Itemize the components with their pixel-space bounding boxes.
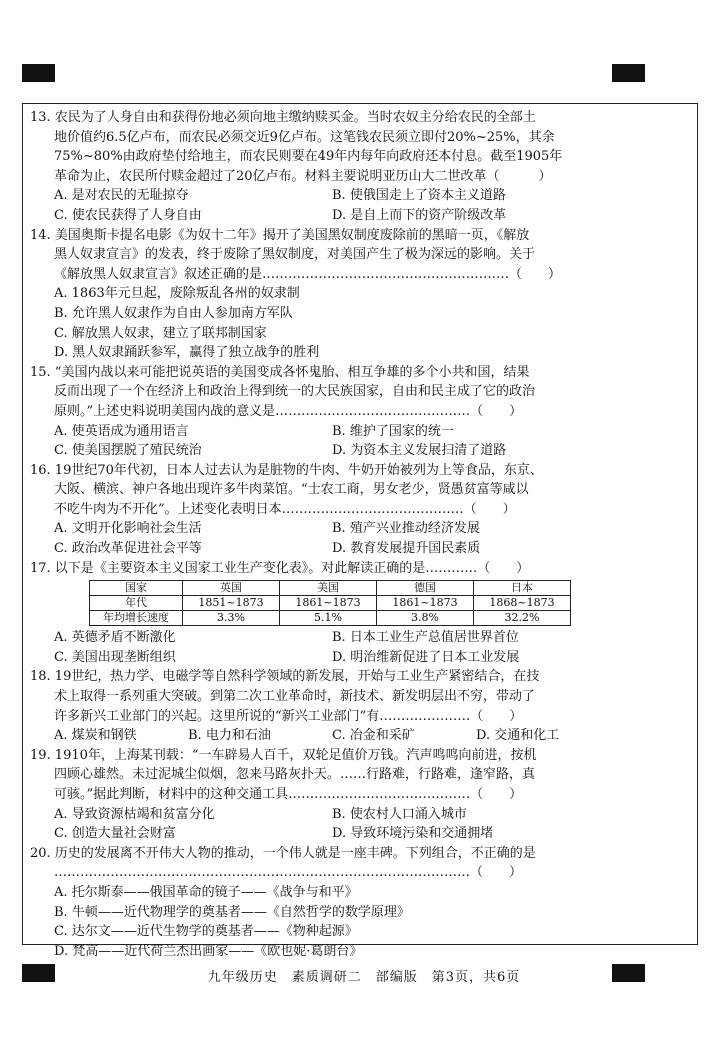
option-c[interactable]: C. 美国出现垄断组织 [54, 649, 176, 665]
table-header-cell: 德国 [377, 581, 474, 596]
table-header-cell: 英国 [183, 581, 280, 596]
option-b[interactable]: B. 日本工业生产总值居世界首位 [332, 630, 519, 646]
question-text: 大阪、横滨、神户各地出现许多牛肉菜馆。“士农工商，男女老少，贤愚贫富等咸以 [54, 482, 529, 498]
option-b[interactable]: B. 允许黑人奴隶作为自由人参加南方军队 [54, 305, 293, 321]
question-20 [30, 844, 690, 962]
question-text: 地价值约6.5亿卢布，而农民必须交近9亿卢布。这笔钱农民须立即付20%~25%，其余 [54, 129, 555, 145]
table-row [90, 596, 571, 611]
option-d[interactable]: D. 教育发展提升国民素质 [332, 541, 481, 557]
table-header-cell: 日本 [474, 581, 571, 596]
question-text: 17. 以下是《主要资本主义国家工业生产变化表》。对此解读正确的是…………（ ） [30, 560, 530, 576]
industry-growth-table [89, 580, 571, 626]
option-d[interactable]: D. 明治维新促进了日本工业发展 [332, 649, 520, 665]
question-text: 原则。”上述史料说明美国内战的意义是………………………………………（ ） [54, 403, 523, 419]
option-d[interactable]: D. 梵高——近代荷兰杰出画家——《欧也妮·葛朗台》 [54, 943, 363, 959]
table-cell: 1851~1873 [183, 596, 280, 611]
question-19 [30, 746, 690, 844]
option-c[interactable]: C. 解放黑人奴隶，建立了联邦制国家 [54, 325, 267, 341]
option-a[interactable]: A. 使英语成为通用语言 [54, 423, 189, 439]
question-text: 18. 19世纪，热力学、电磁学等自然科学领域的新发展，开始与工业生产紧密结合，在技 [30, 669, 540, 685]
option-d[interactable]: D. 导致环境污染和交通拥堵 [332, 826, 494, 842]
question-text: 13. 农民为了人身自由和获得份地必须向地主缴纳赎买金。当时农奴主分给农民的全部土 [30, 110, 536, 125]
table-cell: 3.8% [377, 611, 474, 626]
table-cell: 年代 [90, 596, 183, 611]
option-c[interactable]: C. 创造大量社会财富 [54, 826, 176, 842]
table-cell: 1861~1873 [377, 596, 474, 611]
option-c[interactable]: C. 冶金和采矿 [332, 728, 415, 744]
question-text: 16. 19世纪70年代初，日本人过去认为是脏物的牛肉、牛奶开始被列为上等食品，东京、 [30, 462, 543, 478]
table-cell: 1868~1873 [474, 596, 571, 611]
question-text: 15. “美国内战以来可能把说英语的美国变成各怀鬼胎、相互争雄的多个小共和国，结果 [30, 364, 530, 380]
question-13 [30, 108, 690, 226]
option-a[interactable]: A. 1863年元旦起，废除叛乱各州的奴隶制 [54, 286, 300, 302]
option-b[interactable]: B. 电力和石油 [188, 728, 271, 744]
table-row [90, 611, 571, 626]
question-15 [30, 363, 690, 461]
question-text: 《解放黑人奴隶宣言》叙述正确的是…………………………………………………（ ） [54, 266, 562, 282]
question-text: 许多新兴工业部门的兴起。这里所说的“新兴工业部门”有…………………（ ） [54, 708, 523, 724]
option-a[interactable]: A. 煤炭和钢铁 [54, 728, 137, 744]
table-cell: 年均增长速度 [90, 611, 183, 626]
option-a[interactable]: A. 文明开化影响社会生活 [54, 521, 202, 537]
page-footer: 九年级历史 素质调研二 部编版 第3页，共6页 [207, 970, 521, 985]
table-cell: 3.3% [183, 611, 280, 626]
question-18 [30, 667, 690, 745]
question-text: 四顾心雄然。未过泥城尘似烟，忽来马路灰扑天。……行路难，行路难，逢窄路，真 [54, 767, 536, 783]
option-d[interactable]: D. 黑人奴隶踊跃参军，赢得了独立战争的胜利 [54, 345, 320, 361]
option-d[interactable]: D. 是自上而下的资产阶级改革 [332, 207, 507, 223]
option-a[interactable]: A. 是对农民的无耻掠夺 [54, 188, 189, 204]
question-text: ……………………………………………………………………………………（ ） [54, 865, 523, 881]
option-c[interactable]: C. 使美国摆脱了殖民统治 [54, 443, 202, 459]
table-cell: 5.1% [280, 611, 377, 626]
option-b[interactable]: B. 维护了国家的统一 [332, 423, 454, 439]
question-text: 术上取得一系列重大突破。到第二次工业革命时，新技术、新发明层出不穷，带动了 [54, 689, 536, 705]
question-list [30, 108, 690, 961]
question-16 [30, 461, 690, 559]
table-cell: 32.2% [474, 611, 571, 626]
option-a[interactable]: A. 托尔斯泰——俄国革命的镜子——《战争与和平》 [54, 884, 358, 900]
option-b[interactable]: B. 使农村人口涌入城市 [332, 806, 467, 822]
option-c[interactable]: C. 使农民获得了人身自由 [54, 207, 202, 223]
question-text: 反而出现了一个在经济上和政治上得到统一的大民族国家，自由和民主成了它的政治 [54, 384, 536, 400]
table-header-row [90, 581, 571, 596]
question-14 [30, 226, 690, 363]
question-text: 14. 美国奥斯卡提名电影《为奴十二年》揭开了美国黑奴制度废除前的黑暗一页，《解放 [30, 227, 530, 243]
option-a[interactable]: A. 导致资源枯竭和贫富分化 [54, 806, 215, 822]
corner-mark-top-left [22, 64, 55, 82]
question-text: 19. 1910年，上海某刊载：“一车辟易人百千，双轮足值价万钱。汽声鸣鸣向前进，按机 [30, 747, 537, 763]
option-b[interactable]: B. 牛顿——近代物理学的奠基者——《自然哲学的数学原理》 [54, 904, 410, 920]
table-header-cell: 国家 [90, 581, 183, 596]
question-text: 黑人奴隶宣言》的发表，终于废除了黑奴制度，对美国产生了极为深远的影响。关于 [54, 247, 536, 263]
question-text: 不吃牛肉为不开化”。上述变化表明日本……………………………………（ ） [54, 501, 516, 517]
table-header-cell: 美国 [280, 581, 377, 596]
option-c[interactable]: C. 政治改革促进社会平等 [54, 541, 202, 557]
option-b[interactable]: B. 使俄国走上了资本主义道路 [332, 188, 506, 204]
table-cell: 1861~1873 [280, 596, 377, 611]
question-text: 20. 历史的发展离不开伟大人物的推动，一个伟人就是一座丰碑。下列组合，不正确的是 [30, 845, 536, 861]
corner-mark-top-right [612, 64, 645, 82]
option-d[interactable]: D. 为资本主义发展扫清了道路 [332, 443, 507, 459]
option-b[interactable]: B. 殖产兴业推动经济发展 [332, 521, 480, 537]
question-text: 75%~80%由政府垫付给地主，而农民则要在49年内每年向政府还本付息。截至1905年 [54, 149, 563, 165]
option-c[interactable]: C. 达尔文——近代生物学的奠基者——《物种起源》 [54, 924, 358, 940]
option-d[interactable]: D. 交通和化工 [476, 728, 560, 744]
question-text: 可骇。”据此判断，材料中的这种交通工具……………………………………（ ） [54, 787, 523, 802]
question-text: 革命为止，农民所付赎金超过了20亿卢布。材料主要说明亚历山大二世改革（ ） [54, 168, 552, 184]
question-17 [30, 559, 690, 668]
option-a[interactable]: A. 英德矛盾不断激化 [54, 630, 176, 646]
